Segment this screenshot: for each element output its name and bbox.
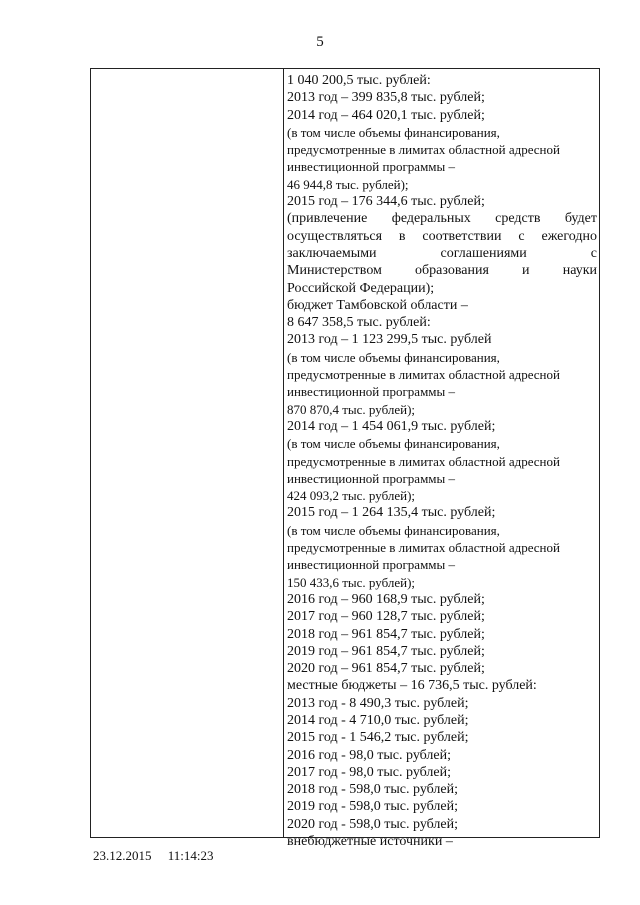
text-line: 2019 год - 598,0 тыс. рублей; bbox=[287, 799, 459, 815]
text-line: 424 093,2 тыс. рублей); bbox=[287, 488, 416, 504]
text-line: инвестиционной программы – bbox=[287, 470, 456, 486]
text-line: Российской Федерации); bbox=[287, 280, 435, 296]
text-line: 150 433,6 тыс. рублей); bbox=[287, 574, 416, 590]
text-line: (в том числе объемы финансирования, bbox=[287, 349, 500, 365]
text-line: инвестиционной программы – bbox=[287, 384, 456, 400]
footer-time: 11:14:23 bbox=[167, 848, 214, 863]
text-line: предусмотренные в лимитах областной адресной bbox=[287, 367, 560, 383]
text-line: 2018 год - 598,0 тыс. рублей; bbox=[287, 782, 459, 798]
text-line: 2013 год – 399 835,8 тыс. рублей; bbox=[287, 90, 485, 106]
text-line: заключаемыми соглашениями с bbox=[287, 245, 597, 261]
text-line: 2015 год - 1 546,2 тыс. рублей; bbox=[287, 730, 469, 746]
text-line: 2019 год – 961 854,7 тыс. рублей; bbox=[287, 643, 485, 659]
column-divider bbox=[283, 69, 284, 837]
text-line: внебюджетные источники – bbox=[287, 834, 453, 850]
text-line: предусмотренные в лимитах областной адресной bbox=[287, 540, 560, 556]
text-line: 46 944,8 тыс. рублей); bbox=[287, 176, 409, 192]
financing-cell bbox=[287, 72, 597, 850]
text-line: 2013 год - 8 490,3 тыс. рублей; bbox=[287, 695, 469, 711]
text-line: 870 870,4 тыс. рублей); bbox=[287, 401, 416, 417]
text-line: 2016 год - 98,0 тыс. рублей; bbox=[287, 747, 452, 763]
text-line: предусмотренные в лимитах областной адресной bbox=[287, 142, 560, 158]
text-line: Министерством образования и науки bbox=[287, 263, 597, 279]
text-line: 2018 год – 961 854,7 тыс. рублей; bbox=[287, 626, 485, 642]
text-line: 2017 год – 960 128,7 тыс. рублей; bbox=[287, 609, 485, 625]
text-line: инвестиционной программы – bbox=[287, 159, 456, 175]
footer-timestamp bbox=[93, 848, 214, 864]
text-line: местные бюджеты – 16 736,5 тыс. рублей: bbox=[287, 678, 537, 694]
content-table bbox=[90, 68, 600, 850]
text-line: 2015 год – 176 344,6 тыс. рублей; bbox=[287, 194, 485, 210]
text-line: предусмотренные в лимитах областной адресной bbox=[287, 453, 560, 469]
text-line: 2014 год – 1 454 061,9 тыс. рублей; bbox=[287, 418, 496, 434]
text-line: (в том числе объемы финансирования, bbox=[287, 124, 500, 140]
text-line: 2020 год - 598,0 тыс. рублей; bbox=[287, 816, 459, 832]
text-line: 8 647 358,5 тыс. рублей: bbox=[287, 315, 431, 331]
text-line: (в том числе объемы финансирования, bbox=[287, 436, 500, 452]
text-line: 2020 год – 961 854,7 тыс. рублей; bbox=[287, 661, 485, 677]
text-line: (в том числе объемы финансирования, bbox=[287, 522, 500, 538]
text-line: 2014 год - 4 710,0 тыс. рублей; bbox=[287, 712, 469, 728]
text-line: (привлечение федеральных средств будет bbox=[287, 211, 597, 227]
text-line: 2013 год – 1 123 299,5 тыс. рублей bbox=[287, 332, 492, 348]
text-line: осуществляться в соответствии с ежегодно bbox=[287, 228, 597, 244]
text-line: бюджет Тамбовской области – bbox=[287, 297, 468, 313]
text-line: 2014 год – 464 020,1 тыс. рублей; bbox=[287, 107, 485, 123]
text-line: 1 040 200,5 тыс. рублей: bbox=[287, 73, 431, 88]
text-line: инвестиционной программы – bbox=[287, 557, 456, 573]
text-line: 2015 год – 1 264 135,4 тыс. рублей; bbox=[287, 505, 496, 521]
page-number: 5 bbox=[316, 34, 324, 50]
text-line: 2016 год – 960 168,9 тыс. рублей; bbox=[287, 591, 485, 607]
footer-date: 23.12.2015 bbox=[93, 848, 152, 863]
text-line: 2017 год - 98,0 тыс. рублей; bbox=[287, 764, 452, 780]
